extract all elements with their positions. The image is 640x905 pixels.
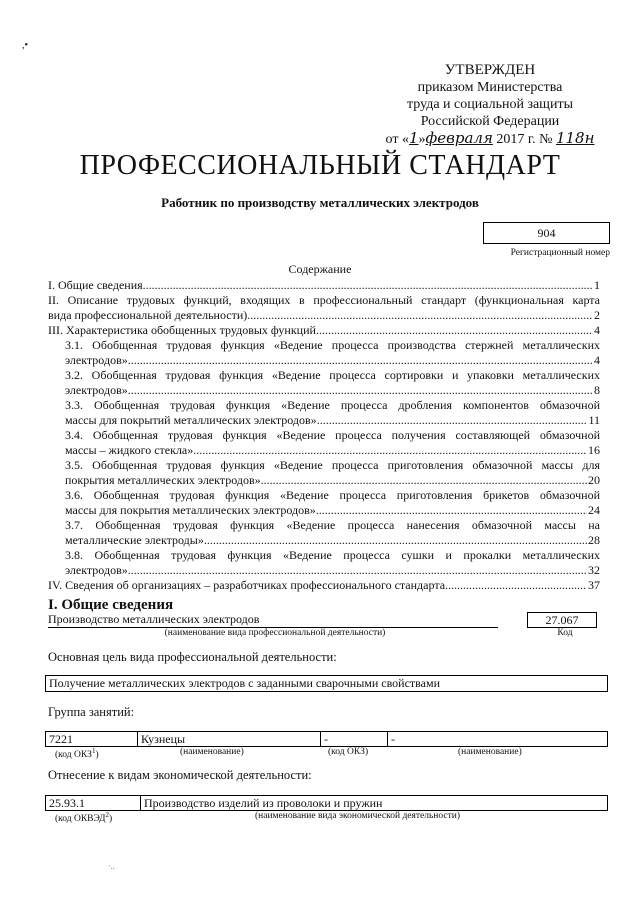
- date-year: 2017 г. №: [496, 132, 553, 147]
- toc-leader-dots: [316, 323, 593, 338]
- name-caption-1: (наименование): [180, 747, 244, 757]
- toc-entry-text: массы для покрытия металлических электродов»: [65, 503, 316, 517]
- toc-entry-line2: [65, 533, 600, 548]
- toc-entry: [48, 548, 600, 578]
- okz-code-2: -: [321, 732, 388, 746]
- toc-entry-text: электродов»: [65, 353, 128, 367]
- toc-entry-text: I. Общие сведения: [48, 278, 143, 292]
- approval-block: [370, 62, 610, 148]
- toc-entry: [48, 278, 600, 293]
- okz-caption-1: [55, 747, 99, 760]
- toc-entry-line2: [65, 503, 600, 518]
- toc-entry-text: III. Характеристика обобщенных трудовых функций: [48, 323, 316, 337]
- toc-leader-dots: [143, 278, 593, 293]
- scan-mark: ,•: [22, 40, 29, 51]
- toc-entry: [48, 398, 600, 428]
- activity-name: Производство металлических электродов: [48, 612, 498, 628]
- toc-leader-dots: [128, 383, 593, 398]
- toc-entry-line1: 3.4. Обобщенная трудовая функция «Ведение процесса получения составляющей обмазочной: [65, 428, 600, 442]
- okz-caption-1-text: (код ОКЗ: [55, 750, 92, 761]
- approval-date-line: [370, 130, 610, 148]
- toc-entry-text: вида профессиональной деятельности): [48, 308, 248, 322]
- toc-entry-text: электродов»: [65, 563, 128, 577]
- okz-code-1: 7221: [46, 732, 138, 746]
- toc-entry-text: IV. Сведения об организациях – разработчиках профессионального стандарта: [48, 578, 446, 592]
- toc-entry: [48, 518, 600, 548]
- toc-leader-dots: [316, 503, 587, 518]
- toc-leader-dots: [193, 443, 587, 458]
- toc-entry-line1: 3.3. Обобщенная трудовая функция «Ведение процесса дробления компонентов обмазочной: [65, 398, 600, 412]
- econ-name-caption: (наименование вида экономической деятельности): [255, 811, 460, 821]
- toc-entry-line2: [48, 578, 600, 593]
- toc-leader-dots: [445, 578, 587, 593]
- econ-activity-name: Производство изделий из проволоки и пружин: [144, 796, 383, 810]
- toc-entry-line2: [48, 308, 600, 323]
- toc-entry-line2: [65, 383, 600, 398]
- goal-value-box: Получение металлических электродов с заданными сварочными свойствами: [45, 675, 608, 692]
- section-1-heading: I. Общие сведения: [48, 597, 174, 613]
- okz-caption-1-sup: 1: [91, 747, 96, 755]
- code-caption: Код: [557, 628, 573, 638]
- toc-entry: [48, 368, 600, 398]
- toc-entry-line2: [65, 413, 600, 428]
- toc-entry-line1: II. Описание трудовых функций, входящих в профессиональный стандарт (функциональная карта: [48, 293, 600, 307]
- toc-entry-line2: [65, 353, 600, 368]
- toc-leader-dots: [317, 413, 588, 428]
- registration-number-box: 904: [483, 222, 610, 244]
- toc-entry-text: покрытия металлических электродов»: [65, 473, 261, 487]
- toc-page-number: 2: [594, 308, 600, 322]
- toc-leader-dots: [128, 563, 587, 578]
- toc-title: Содержание: [288, 262, 352, 276]
- toc-entry: [48, 338, 600, 368]
- econ-label: Отнесение к видам экономической деятельности:: [48, 768, 312, 782]
- toc-leader-dots: [128, 353, 593, 368]
- toc-page-number: 16: [588, 443, 600, 457]
- toc-page-number: 37: [588, 578, 600, 592]
- toc-page-number: 11: [588, 413, 600, 427]
- approval-line-2: приказом Министерства: [417, 80, 563, 95]
- toc-leader-dots: [247, 308, 593, 323]
- toc-entry: [48, 578, 600, 593]
- toc-entry-text: массы – жидкого стекла»: [65, 443, 194, 457]
- toc-entry: [48, 293, 600, 323]
- approval-line-3: труда и социальной защиты: [407, 97, 573, 112]
- activity-code-box: 27.067: [527, 612, 597, 628]
- toc-entry: [48, 323, 600, 338]
- econ-activity-row: [45, 795, 608, 811]
- toc-entry-text: массы для покрытий металлических электродов»: [65, 413, 317, 427]
- okved-caption: [55, 811, 112, 824]
- toc-entry-line1: 3.2. Обобщенная трудовая функция «Ведение процесса сортировки и упаковки металлических: [65, 368, 600, 382]
- toc-entry-line1: 3.8. Обобщенная трудовая функция «Ведение процесса сушки и прокалки металлических: [65, 548, 600, 562]
- toc-page-number: 20: [588, 473, 600, 487]
- toc-entry-line2: [65, 443, 600, 458]
- occupation-name-2: -: [391, 732, 395, 746]
- okved-caption-sup: 2: [105, 811, 109, 819]
- okved-caption-text: (код ОКВЭД: [55, 814, 106, 825]
- toc-entry-line2: [48, 278, 600, 293]
- toc-leader-dots: [204, 533, 587, 548]
- date-mid: »: [418, 132, 426, 147]
- toc-entry-line1: 3.6. Обобщенная трудовая функция «Ведение процесса приготовления брикетов обмазочной: [65, 488, 600, 502]
- scan-speck: ·..: [108, 862, 115, 871]
- toc-page-number: 24: [588, 503, 600, 517]
- toc-entry-line2: [65, 473, 600, 488]
- toc-entry-line2: [48, 323, 600, 338]
- toc-page-number: 4: [594, 323, 600, 337]
- toc-page-number: 1: [594, 278, 600, 292]
- toc-entry-line2: [65, 563, 600, 578]
- toc-entry-line1: 3.7. Обобщенная трудовая функция «Ведение процесса нанесения обмазочной массы на: [65, 518, 600, 532]
- goal-label: Основная цель вида профессиональной деятельности:: [48, 650, 337, 664]
- toc-entry-text: электродов»: [65, 383, 128, 397]
- toc-entry: [48, 458, 600, 488]
- standard-title: ПРОФЕССИОНАЛЬНЫЙ СТАНДАРТ: [79, 150, 561, 181]
- standard-subtitle: Работник по производству металлических электродов: [161, 195, 479, 210]
- okved-caption-close: ): [108, 814, 113, 825]
- occupation-group-row: [45, 731, 608, 747]
- toc-page-number: 32: [588, 563, 600, 577]
- okved-code: 25.93.1: [46, 796, 141, 810]
- toc-page-number: 28: [588, 533, 600, 547]
- table-of-contents: [48, 278, 600, 593]
- toc-entry-line1: 3.5. Обобщенная трудовая функция «Ведение процесса приготовления обмазочной массы для: [65, 458, 600, 472]
- toc-entry: [48, 428, 600, 458]
- registration-number-label: Регистрационный номер: [510, 248, 610, 258]
- approval-line-1: УТВЕРЖДЕН: [444, 62, 536, 78]
- toc-page-number: 8: [594, 383, 600, 397]
- okz-caption-2: (код ОКЗ): [328, 747, 369, 757]
- approval-line-4: Российской Федерации: [420, 114, 560, 129]
- okz-caption-1-close: ): [95, 750, 99, 761]
- toc-leader-dots: [261, 473, 587, 488]
- toc-entry: [48, 488, 600, 518]
- toc-entry-line1: 3.1. Обобщенная трудовая функция «Ведение процесса производства стержней металлических: [65, 338, 600, 352]
- date-month: февраля: [425, 129, 493, 147]
- toc-page-number: 4: [594, 353, 600, 367]
- date-day: 1: [408, 129, 419, 147]
- name-caption-2: (наименование): [458, 747, 522, 757]
- date-prefix: от «: [385, 132, 409, 147]
- occupation-name-1: Кузнецы: [138, 732, 321, 746]
- group-label: Группа занятий:: [48, 705, 135, 719]
- activity-caption: (наименование вида профессиональной деятельности): [164, 628, 386, 638]
- toc-entry-text: металлические электроды»: [65, 533, 204, 547]
- order-number: 118н: [555, 129, 595, 147]
